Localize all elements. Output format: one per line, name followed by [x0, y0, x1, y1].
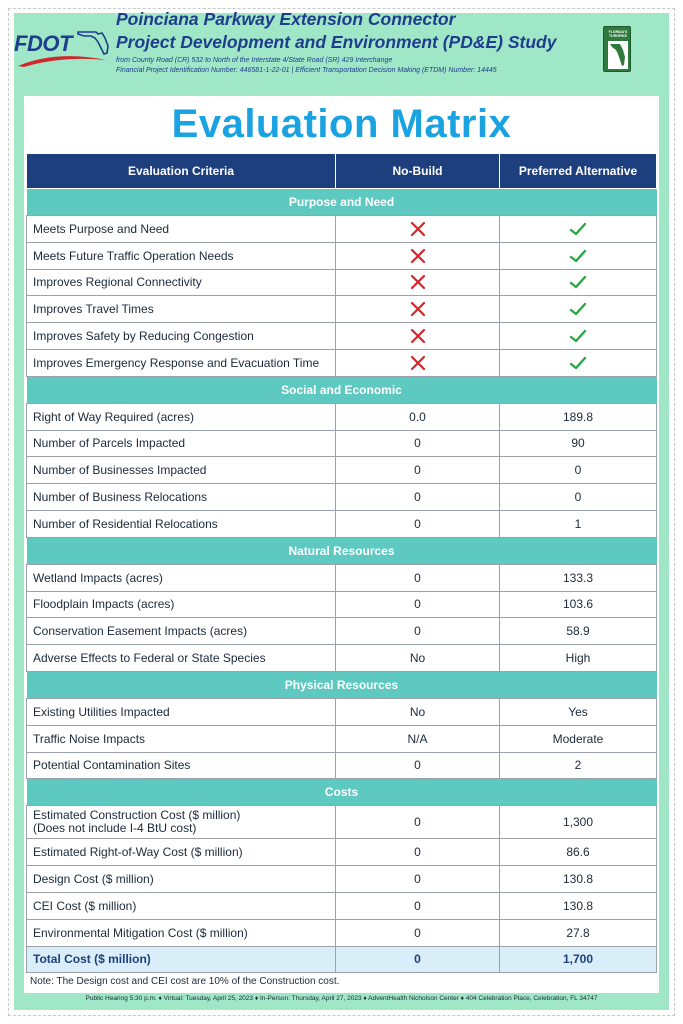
cell-value: 0 — [414, 490, 421, 505]
section-title: Costs — [27, 779, 657, 806]
content-panel — [24, 96, 659, 993]
florida-map-icon — [76, 28, 112, 56]
total-row — [27, 946, 657, 973]
preferred-cell — [500, 839, 657, 866]
table-row — [27, 403, 657, 430]
cell-value: 133.3 — [562, 570, 594, 585]
no-build-cell — [336, 510, 500, 537]
matrix-title: Evaluation Matrix — [171, 102, 512, 146]
criteria-cell — [27, 892, 336, 919]
no-build-cell — [336, 806, 500, 839]
cell-value: No — [409, 704, 426, 719]
no-build-cell — [336, 892, 500, 919]
cell-value: Moderate — [552, 731, 604, 746]
cell-value: 2 — [574, 758, 582, 773]
table-row — [27, 216, 657, 243]
criteria-label: Floodplain Impacts (acres) — [33, 597, 175, 612]
cell-value: 0 — [414, 845, 421, 860]
preferred-cell — [500, 564, 657, 591]
criteria-label: Number of Businesses Impacted — [33, 463, 207, 478]
check-icon — [569, 247, 587, 265]
no-build-cell — [336, 564, 500, 591]
cross-icon — [409, 354, 427, 372]
no-build-cell — [336, 839, 500, 866]
preferred-cell — [500, 892, 657, 919]
no-build-cell — [336, 591, 500, 618]
criteria-label: Number of Business Relocations — [33, 490, 208, 505]
swoosh-icon — [16, 54, 108, 68]
criteria-label: Estimated Construction Cost ($ million) — [33, 808, 241, 823]
preferred-cell — [500, 457, 657, 484]
preferred-cell — [500, 510, 657, 537]
column-header: Evaluation Criteria — [27, 154, 336, 189]
criteria-label: Potential Contamination Sites — [33, 758, 191, 773]
criteria-label: Improves Emergency Response and Evacuation Time — [33, 355, 320, 370]
table-row — [27, 349, 657, 376]
cross-icon — [409, 247, 427, 265]
no-build-cell — [336, 430, 500, 457]
table-row — [27, 430, 657, 457]
table-row — [27, 866, 657, 893]
criteria-cell — [27, 349, 336, 376]
cell-value: 130.8 — [562, 872, 594, 887]
criteria-cell — [27, 296, 336, 323]
no-build-cell — [336, 323, 500, 350]
criteria-cell — [27, 403, 336, 430]
cell-value: 0 — [414, 570, 421, 585]
criteria-cell — [27, 618, 336, 645]
table-row — [27, 892, 657, 919]
table-header-row — [27, 154, 657, 189]
criteria-label: Number of Parcels Impacted — [33, 436, 186, 451]
criteria-label: Conservation Easement Impacts (acres) — [33, 624, 248, 639]
preferred-cell — [500, 806, 657, 839]
section-title: Social and Economic — [27, 376, 657, 403]
project-limits: from County Road (CR) 532 to North of the Interstate 4/State Road (SR) 429 Interchange — [116, 57, 393, 64]
turnpike-label: FLORIDA'S TURNPIKE — [608, 30, 628, 38]
table-row — [27, 725, 657, 752]
cross-icon — [409, 273, 427, 291]
fdot-logo — [14, 26, 110, 70]
section-header-row — [27, 537, 657, 564]
criteria-label: CEI Cost ($ million) — [33, 898, 137, 913]
cell-value: 0 — [414, 597, 421, 612]
criteria-cell — [27, 323, 336, 350]
cell-value: 0 — [414, 758, 421, 773]
no-build-cell — [336, 752, 500, 779]
criteria-label: Right of Way Required (acres) — [33, 409, 194, 424]
fdot-logo-text: FDOT — [14, 31, 72, 56]
check-icon — [569, 327, 587, 345]
criteria-label: Meets Future Traffic Operation Needs — [33, 248, 234, 263]
turnpike-logo — [603, 26, 631, 72]
criteria-note: (Does not include I-4 BtU cost) — [33, 821, 197, 836]
cell-value: 1,300 — [562, 814, 594, 829]
cell-value: 0 — [414, 872, 421, 887]
preferred-cell — [500, 430, 657, 457]
criteria-cell — [27, 430, 336, 457]
table-row — [27, 591, 657, 618]
preferred-cell — [500, 323, 657, 350]
no-build-cell — [336, 698, 500, 725]
cell-value: High — [565, 651, 591, 666]
cell-value: 130.8 — [562, 898, 594, 913]
section-header-row — [27, 189, 657, 216]
no-build-cell — [336, 457, 500, 484]
table-row — [27, 484, 657, 511]
preferred-cell — [500, 296, 657, 323]
check-icon — [569, 300, 587, 318]
preferred-cell — [500, 919, 657, 946]
check-icon — [569, 354, 587, 372]
criteria-cell — [27, 457, 336, 484]
preferred-cell — [500, 866, 657, 893]
no-build-cell — [336, 725, 500, 752]
criteria-cell — [27, 752, 336, 779]
criteria-cell — [27, 242, 336, 269]
no-build-cell — [336, 403, 500, 430]
project-numbers: Financial Project Identification Number: 446581-1-22-01 | Efficient Transportation Decision Making (ETDM) Number: 14445 — [116, 67, 497, 74]
criteria-cell — [27, 866, 336, 893]
criteria-label: Estimated Right-of-Way Cost ($ million) — [33, 845, 243, 860]
criteria-cell — [27, 645, 336, 672]
check-icon — [569, 273, 587, 291]
cell-value: 27.8 — [566, 925, 590, 940]
total-no-build: 0 — [336, 946, 500, 973]
preferred-cell — [500, 591, 657, 618]
criteria-label: Number of Residential Relocations — [33, 516, 218, 531]
cell-value: 0 — [414, 898, 421, 913]
table-row — [27, 618, 657, 645]
cell-value: 0 — [414, 624, 421, 639]
section-title: Physical Resources — [27, 671, 657, 698]
cross-icon — [409, 300, 427, 318]
hearing-footer: Public Hearing 5:30 p.m. ♦ Virtual: Tuesday, April 25, 2023 ♦ In-Person: Thursday, April 27, 2023 ♦ AdventHealth Nicholson Center ♦ 404 Celebration Place, Celebration, FL 34747 — [85, 995, 598, 1002]
criteria-cell — [27, 725, 336, 752]
criteria-label: Improves Travel Times — [33, 302, 154, 317]
criteria-label: Adverse Effects to Federal or State Species — [33, 651, 266, 666]
column-header: No-Build — [336, 154, 500, 189]
table-row — [27, 839, 657, 866]
criteria-cell — [27, 839, 336, 866]
section-header-row — [27, 779, 657, 806]
no-build-cell — [336, 242, 500, 269]
no-build-cell — [336, 216, 500, 243]
section-title: Natural Resources — [27, 537, 657, 564]
cell-value: 0.0 — [409, 409, 426, 424]
section-header-row — [27, 376, 657, 403]
preferred-cell — [500, 725, 657, 752]
table-row — [27, 457, 657, 484]
criteria-label: Wetland Impacts (acres) — [33, 570, 163, 585]
cell-value: 0 — [574, 490, 582, 505]
table-row — [27, 919, 657, 946]
table-row — [27, 806, 657, 839]
cross-icon — [409, 220, 427, 238]
cell-value: 58.9 — [566, 624, 590, 639]
cell-value: 0 — [414, 925, 421, 940]
check-icon — [569, 220, 587, 238]
criteria-label: Design Cost ($ million) — [33, 872, 154, 887]
no-build-cell — [336, 919, 500, 946]
table-body — [27, 189, 657, 973]
table-row — [27, 296, 657, 323]
criteria-cell — [27, 564, 336, 591]
cell-value: N/A — [407, 731, 428, 746]
criteria-cell — [27, 919, 336, 946]
preferred-cell — [500, 752, 657, 779]
preferred-cell — [500, 242, 657, 269]
no-build-cell — [336, 645, 500, 672]
table-row — [27, 323, 657, 350]
criteria-cell — [27, 698, 336, 725]
criteria-label: Improves Regional Connectivity — [33, 275, 202, 290]
cell-value: 0 — [414, 463, 421, 478]
no-build-cell — [336, 296, 500, 323]
no-build-cell — [336, 269, 500, 296]
cell-value: 86.6 — [566, 845, 590, 860]
column-header: Preferred Alternative — [500, 154, 657, 189]
cell-value: 0 — [414, 436, 421, 451]
table-row — [27, 752, 657, 779]
cell-value: 0 — [574, 463, 582, 478]
project-title: Poinciana Parkway Extension Connector — [116, 9, 456, 29]
criteria-cell — [27, 591, 336, 618]
cell-value: 103.6 — [562, 597, 594, 612]
cell-value: 90 — [571, 436, 585, 451]
cross-icon — [409, 327, 427, 345]
criteria-cell — [27, 216, 336, 243]
preferred-cell — [500, 349, 657, 376]
no-build-cell — [336, 349, 500, 376]
no-build-cell — [336, 866, 500, 893]
total-label: Total Cost ($ million) — [27, 946, 336, 973]
table-row — [27, 698, 657, 725]
preferred-cell — [500, 269, 657, 296]
preferred-cell — [500, 403, 657, 430]
cell-value: No — [409, 651, 426, 666]
criteria-cell — [27, 269, 336, 296]
table-row — [27, 269, 657, 296]
preferred-cell — [500, 645, 657, 672]
no-build-cell — [336, 618, 500, 645]
table-row — [27, 645, 657, 672]
cell-value: 0 — [414, 814, 421, 829]
preferred-cell — [500, 618, 657, 645]
table-row — [27, 510, 657, 537]
criteria-label: Improves Safety by Reducing Congestion — [33, 329, 254, 344]
cell-value: 1 — [574, 516, 582, 531]
preferred-cell — [500, 698, 657, 725]
criteria-label: Environmental Mitigation Cost ($ million) — [33, 925, 248, 940]
table-row — [27, 564, 657, 591]
preferred-cell — [500, 216, 657, 243]
criteria-cell — [27, 484, 336, 511]
cell-value: Yes — [568, 704, 588, 719]
evaluation-matrix-table — [26, 153, 657, 973]
cell-value: 0 — [414, 516, 421, 531]
section-title: Purpose and Need — [27, 189, 657, 216]
table-row — [27, 242, 657, 269]
criteria-cell — [27, 510, 336, 537]
total-preferred: 1,700 — [500, 946, 657, 973]
criteria-label: Existing Utilities Impacted — [33, 704, 170, 719]
turnpike-map-icon — [608, 41, 628, 69]
cost-note: Note: The Design cost and CEI cost are 10% of the Construction cost. — [30, 976, 340, 987]
criteria-label: Meets Purpose and Need — [33, 221, 170, 236]
no-build-cell — [336, 484, 500, 511]
section-header-row — [27, 671, 657, 698]
cell-value: 189.8 — [562, 409, 594, 424]
study-title: Project Development and Environment (PD&E) Study — [116, 32, 557, 52]
criteria-label: Traffic Noise Impacts — [33, 731, 146, 746]
criteria-cell — [27, 806, 336, 839]
preferred-cell — [500, 484, 657, 511]
